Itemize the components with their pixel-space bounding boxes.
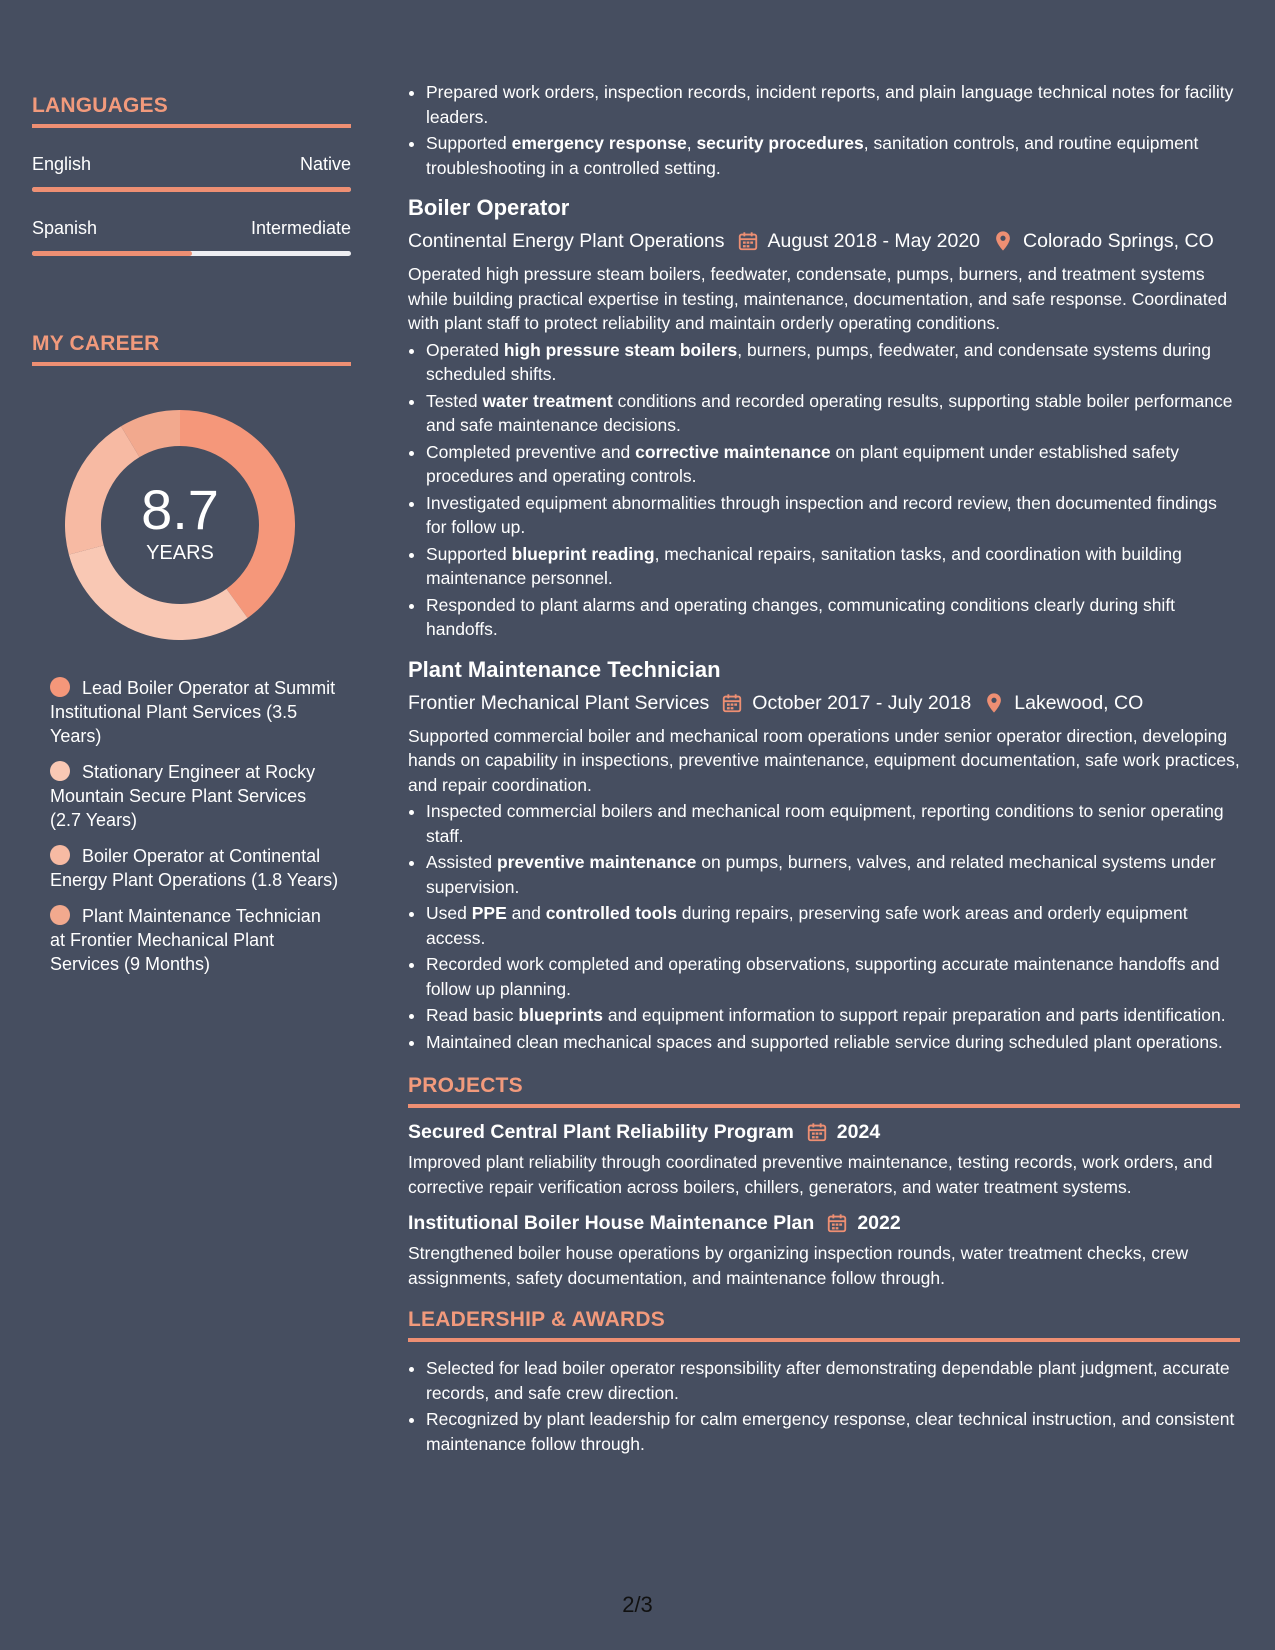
languages-list: [32, 154, 351, 256]
legend-label: Lead Boiler Operator at Summit Institutional Plant Services (3.5 Years): [50, 678, 336, 746]
job-dates: August 2018 - May 2020: [767, 230, 981, 252]
project-header: [408, 1209, 1240, 1237]
bullet-item: [426, 131, 1240, 180]
job-description: Operated high pressure steam boilers, feedwater, condensate, pumps, burners, and treatment systems while building practical expertise in testing, maintenance, documentation, and safe response. Coordinated with plant staff to protect reliability and maintain orderly operating conditions.: [408, 264, 1228, 333]
project-header: [408, 1118, 1240, 1146]
text-segment: Investigated equipment abnormalities through inspection and record review, then documented findings for follow up.: [426, 492, 1217, 537]
bullet-item: [426, 799, 1240, 848]
calendar-icon: [806, 1121, 828, 1143]
project-description: Strengthened boiler house operations by organizing inspection rounds, water treatment checks, crew assignments, safety documentation, and maintenance follow through.: [408, 1243, 1189, 1288]
project-name: Institutional Boiler House Maintenance Plan: [408, 1212, 815, 1234]
text-segment: conditions and recorded operating results, supporting stable boiler performance and safe maintenance decisions.: [426, 390, 1233, 435]
job-bullets: [408, 799, 1240, 1054]
bullet-item: [426, 80, 1240, 129]
career-legend-item: [50, 844, 340, 892]
language-name: Spanish: [32, 218, 98, 238]
text-segment: , mechanical repairs, sanitation tasks, and coordination with building maintenance personnel.: [426, 543, 1182, 588]
sidebar: [32, 94, 351, 988]
bold-keyword: PPE: [471, 903, 507, 923]
text-segment: and equipment information to support repair preparation and parts identification.: [603, 1005, 1226, 1025]
languages-title: LANGUAGES: [32, 94, 351, 128]
award-item: [426, 1356, 1240, 1405]
project-description: Improved plant reliability through coordinated preventive maintenance, testing records, work orders, and corrective repair verification across boilers, chillers, generators, and water treatment systems.: [408, 1152, 1213, 1197]
text-segment: Supported: [426, 543, 512, 564]
job-meta: [408, 228, 1240, 254]
legend-dot: [50, 677, 70, 697]
bullet-item: [426, 491, 1240, 540]
bullet-item: [426, 338, 1240, 387]
text-segment: on plant equipment under established safety procedures and operating controls.: [426, 441, 1179, 486]
text-segment: Assisted: [426, 852, 497, 872]
language-level: Intermediate: [250, 218, 351, 238]
language-bar: [32, 251, 351, 256]
bullet-item: [426, 1003, 1240, 1028]
bold-keyword: water treatment: [482, 390, 613, 411]
career-total-unit: YEARS: [146, 541, 214, 564]
language-bar-fill: [32, 251, 192, 256]
project-year: 2024: [836, 1121, 881, 1143]
text-segment: and: [506, 903, 546, 923]
career-legend-item: [50, 904, 340, 976]
previous-job-bullets: [408, 80, 1240, 180]
bold-keyword: emergency response: [511, 133, 687, 153]
bullet-item: [426, 389, 1240, 438]
projects-title: PROJECTS: [408, 1074, 1240, 1108]
bold-keyword: high pressure steam boilers: [503, 339, 738, 360]
text-segment: ,: [686, 133, 697, 153]
bullet-item: [426, 850, 1240, 899]
text-segment: Supported: [426, 133, 512, 153]
language-bar: [32, 187, 351, 192]
text-segment: Read basic: [426, 1005, 519, 1025]
bold-keyword: security procedures: [696, 133, 864, 153]
career-legend-item: [50, 676, 340, 748]
awards-section: [408, 1308, 1240, 1456]
text-segment: Tested: [426, 390, 483, 411]
projects-section: [408, 1074, 1240, 1290]
text-segment: Maintained clean mechanical spaces and supported reliable service during scheduled plant operations.: [426, 1031, 1223, 1052]
project-name: Secured Central Plant Reliability Program: [408, 1121, 794, 1143]
languages-section: [32, 94, 351, 256]
job-dates: October 2017 - July 2018: [752, 691, 972, 714]
job-entry: [408, 656, 1240, 1055]
experience-list: [408, 194, 1240, 1054]
calendar-icon: [826, 1212, 848, 1234]
text-segment: Operated: [426, 339, 504, 360]
bullet-item: [426, 542, 1240, 591]
page-number: 2/3: [622, 1592, 653, 1617]
career-donut-chart: [65, 410, 295, 640]
career-legend: [50, 676, 340, 976]
text-segment: Used: [426, 903, 472, 923]
job-description: Supported commercial boiler and mechanical room operations under senior operator direction, developing hands on capability in inspections, preventive maintenance, equipment documentation, safe work practices, and repair coordination.: [408, 725, 1240, 795]
job-location: Lakewood, CO: [1014, 691, 1144, 714]
job-meta: [408, 690, 1240, 716]
text-segment: Recognized by plant leadership for calm emergency response, clear technical instruction, and consistent maintenance follow through.: [426, 1409, 1235, 1454]
language-row: [32, 154, 351, 175]
job-title: Boiler Operator: [408, 195, 570, 220]
legend-dot: [50, 905, 70, 925]
bullet-item: [426, 593, 1240, 642]
text-segment: Inspected commercial boilers and mechanical room equipment, reporting conditions to senior operating staff.: [426, 801, 1224, 846]
text-segment: on pumps, burners, valves, and related mechanical systems under supervision.: [426, 852, 1216, 897]
language-name: English: [32, 154, 92, 174]
language-row: [32, 218, 351, 239]
career-legend-item: [50, 760, 340, 832]
career-title: MY CAREER: [32, 332, 351, 366]
text-segment: during repairs, preserving safe work areas and orderly equipment access.: [426, 903, 1188, 948]
text-segment: Recorded work completed and operating observations, supporting accurate maintenance handoffs and follow up planning.: [426, 954, 1220, 999]
main-content: [408, 80, 1240, 1458]
location-pin-icon: [992, 230, 1014, 252]
calendar-icon: [721, 692, 743, 714]
awards-title: LEADERSHIP & AWARDS: [408, 1308, 1240, 1342]
text-segment: , burners, pumps, feedwater, and condensate systems during scheduled shifts.: [426, 339, 1211, 384]
job-location: Colorado Springs, CO: [1023, 230, 1214, 252]
bold-keyword: preventive maintenance: [497, 852, 697, 872]
job-entry: [408, 194, 1240, 642]
bold-keyword: blueprints: [518, 1005, 604, 1025]
career-total-years: 8.7: [141, 477, 219, 541]
projects-list: [408, 1118, 1240, 1290]
text-segment: Prepared work orders, inspection records, incident reports, and plain language technical notes for facility leaders.: [426, 82, 1234, 127]
language-level: Native: [299, 154, 351, 174]
text-segment: Completed preventive and: [426, 441, 636, 462]
legend-dot: [50, 761, 70, 781]
text-segment: , sanitation controls, and routine equipment troubleshooting in a controlled setting.: [426, 133, 1199, 178]
bullet-item: [426, 901, 1240, 950]
bold-keyword: blueprint reading: [511, 543, 655, 564]
language-bar-fill: [32, 187, 351, 192]
project-entry: [408, 1118, 1240, 1199]
project-year: 2022: [857, 1212, 901, 1234]
bold-keyword: controlled tools: [545, 903, 677, 923]
bold-keyword: corrective maintenance: [635, 441, 831, 462]
legend-label: Plant Maintenance Technician at Frontier Mechanical Plant Services (9 Months): [50, 906, 321, 974]
job-bullets: [408, 338, 1240, 642]
legend-dot: [50, 845, 70, 865]
bullet-item: [426, 1030, 1240, 1055]
project-entry: [408, 1209, 1240, 1290]
bullet-item: [426, 952, 1240, 1001]
text-segment: Responded to plant alarms and operating changes, communicating conditions clearly during shift handoffs.: [426, 594, 1176, 639]
awards-list: [408, 1356, 1240, 1456]
donut-center: [65, 410, 295, 640]
award-item: [426, 1407, 1240, 1456]
calendar-icon: [737, 230, 759, 252]
legend-label: Boiler Operator at Continental Energy Plant Operations (1.8 Years): [50, 846, 339, 890]
legend-label: Stationary Engineer at Rocky Mountain Secure Plant Services (2.7 Years): [50, 762, 316, 830]
text-segment: Selected for lead boiler operator responsibility after demonstrating dependable plant judgment, accurate records, and safe crew direction.: [426, 1358, 1230, 1403]
location-pin-icon: [983, 692, 1005, 714]
job-title: Plant Maintenance Technician: [408, 656, 721, 682]
bullet-item: [426, 440, 1240, 489]
career-section: [32, 332, 351, 976]
job-company: Frontier Mechanical Plant Services: [408, 691, 710, 714]
job-company: Continental Energy Plant Operations: [408, 230, 725, 252]
